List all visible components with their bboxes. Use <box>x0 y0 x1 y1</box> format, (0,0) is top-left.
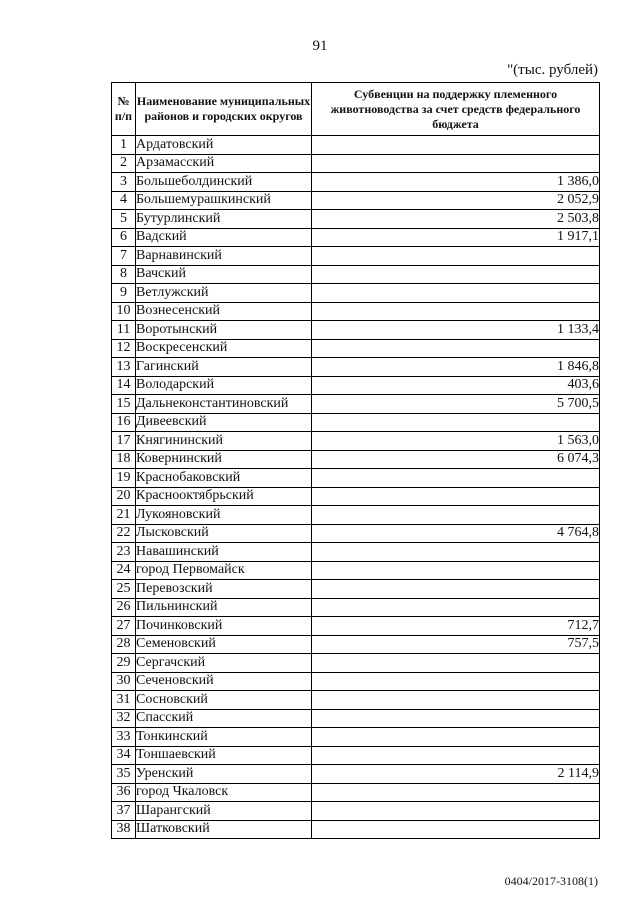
table-row <box>112 321 600 340</box>
district-name: Сеченовский <box>136 672 312 691</box>
table-row <box>112 506 600 525</box>
row-number: 25 <box>112 580 136 599</box>
table-row <box>112 783 600 802</box>
table-row <box>112 580 600 599</box>
district-name: Вадский <box>136 228 312 247</box>
table-row <box>112 228 600 247</box>
district-name: Ветлужский <box>136 284 312 303</box>
table-row <box>112 561 600 580</box>
row-number: 37 <box>112 802 136 821</box>
district-name: Семеновский <box>136 635 312 654</box>
row-number: 6 <box>112 228 136 247</box>
row-number: 32 <box>112 709 136 728</box>
row-number: 31 <box>112 691 136 710</box>
district-name: Сергачский <box>136 654 312 673</box>
district-name: Краснобаковский <box>136 469 312 488</box>
subsidy-value <box>312 746 600 765</box>
table-row <box>112 617 600 636</box>
row-number: 5 <box>112 210 136 229</box>
row-number: 21 <box>112 506 136 525</box>
row-number: 13 <box>112 358 136 377</box>
row-number: 1 <box>112 136 136 155</box>
district-name: Лысковский <box>136 524 312 543</box>
row-number: 8 <box>112 265 136 284</box>
subsidy-value <box>312 561 600 580</box>
subsidy-value <box>312 487 600 506</box>
subsidy-value: 1 133,4 <box>312 321 600 340</box>
table-row <box>112 543 600 562</box>
table-row <box>112 598 600 617</box>
table-row <box>112 339 600 358</box>
district-name: Пильнинский <box>136 598 312 617</box>
district-name: Шарангский <box>136 802 312 821</box>
subsidy-value: 712,7 <box>312 617 600 636</box>
row-number: 12 <box>112 339 136 358</box>
table-header <box>112 83 600 136</box>
row-number: 2 <box>112 154 136 173</box>
subsidy-value: 1 386,0 <box>312 173 600 192</box>
header-value: Субвенции на поддержку племенного животноводства за счет средств федерального бюджета <box>312 83 600 136</box>
subsidy-value <box>312 302 600 321</box>
subsidy-value <box>312 783 600 802</box>
page-number: 91 <box>312 38 328 54</box>
district-name: Вачский <box>136 265 312 284</box>
district-name: Вознесенский <box>136 302 312 321</box>
row-number: 23 <box>112 543 136 562</box>
subsidy-value <box>312 469 600 488</box>
district-name: Воскресенский <box>136 339 312 358</box>
row-number: 11 <box>112 321 136 340</box>
subsidy-value <box>312 691 600 710</box>
subsidy-value: 1 563,0 <box>312 432 600 451</box>
row-number: 33 <box>112 728 136 747</box>
row-number: 10 <box>112 302 136 321</box>
row-number: 29 <box>112 654 136 673</box>
row-number: 19 <box>112 469 136 488</box>
subsidy-value <box>312 506 600 525</box>
subsidy-value: 4 764,8 <box>312 524 600 543</box>
district-name: Тоншаевский <box>136 746 312 765</box>
table-row <box>112 395 600 414</box>
district-name: Уренский <box>136 765 312 784</box>
subsidy-value: 1 846,8 <box>312 358 600 377</box>
row-number: 14 <box>112 376 136 395</box>
row-number: 15 <box>112 395 136 414</box>
row-number: 38 <box>112 820 136 839</box>
table-row <box>112 487 600 506</box>
district-name: Варнавинский <box>136 247 312 266</box>
district-name: Навашинский <box>136 543 312 562</box>
table-row <box>112 302 600 321</box>
row-number: 34 <box>112 746 136 765</box>
subsidy-value <box>312 598 600 617</box>
table-row <box>112 728 600 747</box>
subsidy-value: 2 052,9 <box>312 191 600 210</box>
table-row <box>112 691 600 710</box>
subsidy-value <box>312 339 600 358</box>
district-name: Дальнеконстантиновский <box>136 395 312 414</box>
table-row <box>112 765 600 784</box>
table-row <box>112 802 600 821</box>
district-name: город Чкаловск <box>136 783 312 802</box>
table-row <box>112 247 600 266</box>
subsidy-value <box>312 802 600 821</box>
district-name: Перевозский <box>136 580 312 599</box>
table-row <box>112 358 600 377</box>
table-row <box>112 210 600 229</box>
subsidy-value <box>312 265 600 284</box>
table-row <box>112 136 600 155</box>
subsidy-value <box>312 247 600 266</box>
table-body <box>112 136 600 839</box>
subsidy-value: 1 917,1 <box>312 228 600 247</box>
subsidy-value: 6 074,3 <box>312 450 600 469</box>
subsidy-value: 2 503,8 <box>312 210 600 229</box>
row-number: 16 <box>112 413 136 432</box>
district-name: Спасский <box>136 709 312 728</box>
row-number: 35 <box>112 765 136 784</box>
subsidy-value <box>312 543 600 562</box>
district-name: Тонкинский <box>136 728 312 747</box>
district-name: Арзамасский <box>136 154 312 173</box>
district-name: Сосновский <box>136 691 312 710</box>
district-name: Воротынский <box>136 321 312 340</box>
subsidy-value: 2 114,9 <box>312 765 600 784</box>
row-number: 17 <box>112 432 136 451</box>
table-row <box>112 654 600 673</box>
header-name: Наименование муниципальных районов и городских округов <box>136 83 312 136</box>
district-name: Володарский <box>136 376 312 395</box>
district-name: город Первомайск <box>136 561 312 580</box>
table-row <box>112 820 600 839</box>
subsidy-value <box>312 413 600 432</box>
table-row <box>112 432 600 451</box>
row-number: 22 <box>112 524 136 543</box>
subsidy-value <box>312 580 600 599</box>
row-number: 30 <box>112 672 136 691</box>
table-row <box>112 376 600 395</box>
table-row <box>112 154 600 173</box>
row-number: 36 <box>112 783 136 802</box>
row-number: 28 <box>112 635 136 654</box>
district-name: Ардатовский <box>136 136 312 155</box>
district-name: Краснооктябрьский <box>136 487 312 506</box>
table-row <box>112 709 600 728</box>
table-row <box>112 173 600 192</box>
table-row <box>112 672 600 691</box>
table-row <box>112 284 600 303</box>
table-row <box>112 469 600 488</box>
district-name: Дивеевский <box>136 413 312 432</box>
subsidy-value: 403,6 <box>312 376 600 395</box>
row-number: 27 <box>112 617 136 636</box>
table-row <box>112 635 600 654</box>
table-row <box>112 413 600 432</box>
header-row <box>112 83 600 136</box>
table-row <box>112 450 600 469</box>
subsidy-value <box>312 154 600 173</box>
subsidy-value <box>312 136 600 155</box>
table-row <box>112 746 600 765</box>
row-number: 26 <box>112 598 136 617</box>
subsidy-table <box>111 82 600 839</box>
district-name: Гагинский <box>136 358 312 377</box>
table-row <box>112 265 600 284</box>
row-number: 3 <box>112 173 136 192</box>
subsidy-value <box>312 654 600 673</box>
district-name: Большеболдинский <box>136 173 312 192</box>
subsidy-value: 757,5 <box>312 635 600 654</box>
district-name: Княгининский <box>136 432 312 451</box>
subsidy-value <box>312 284 600 303</box>
document-code: 0404/2017-3108(1) <box>504 874 598 888</box>
subsidy-value: 5 700,5 <box>312 395 600 414</box>
district-name: Шатковский <box>136 820 312 839</box>
district-name: Лукояновский <box>136 506 312 525</box>
district-name: Бутурлинский <box>136 210 312 229</box>
subsidy-value <box>312 672 600 691</box>
subsidy-value <box>312 709 600 728</box>
subsidy-value <box>312 728 600 747</box>
district-name: Большемурашкинский <box>136 191 312 210</box>
district-name: Починковский <box>136 617 312 636</box>
header-num: № п/п <box>112 83 136 136</box>
row-number: 24 <box>112 561 136 580</box>
subsidy-value <box>312 820 600 839</box>
district-name: Ковернинский <box>136 450 312 469</box>
row-number: 18 <box>112 450 136 469</box>
row-number: 20 <box>112 487 136 506</box>
units-label: "(тыс. рублей) <box>507 62 598 78</box>
row-number: 9 <box>112 284 136 303</box>
row-number: 7 <box>112 247 136 266</box>
table-row <box>112 191 600 210</box>
table-row <box>112 524 600 543</box>
row-number: 4 <box>112 191 136 210</box>
